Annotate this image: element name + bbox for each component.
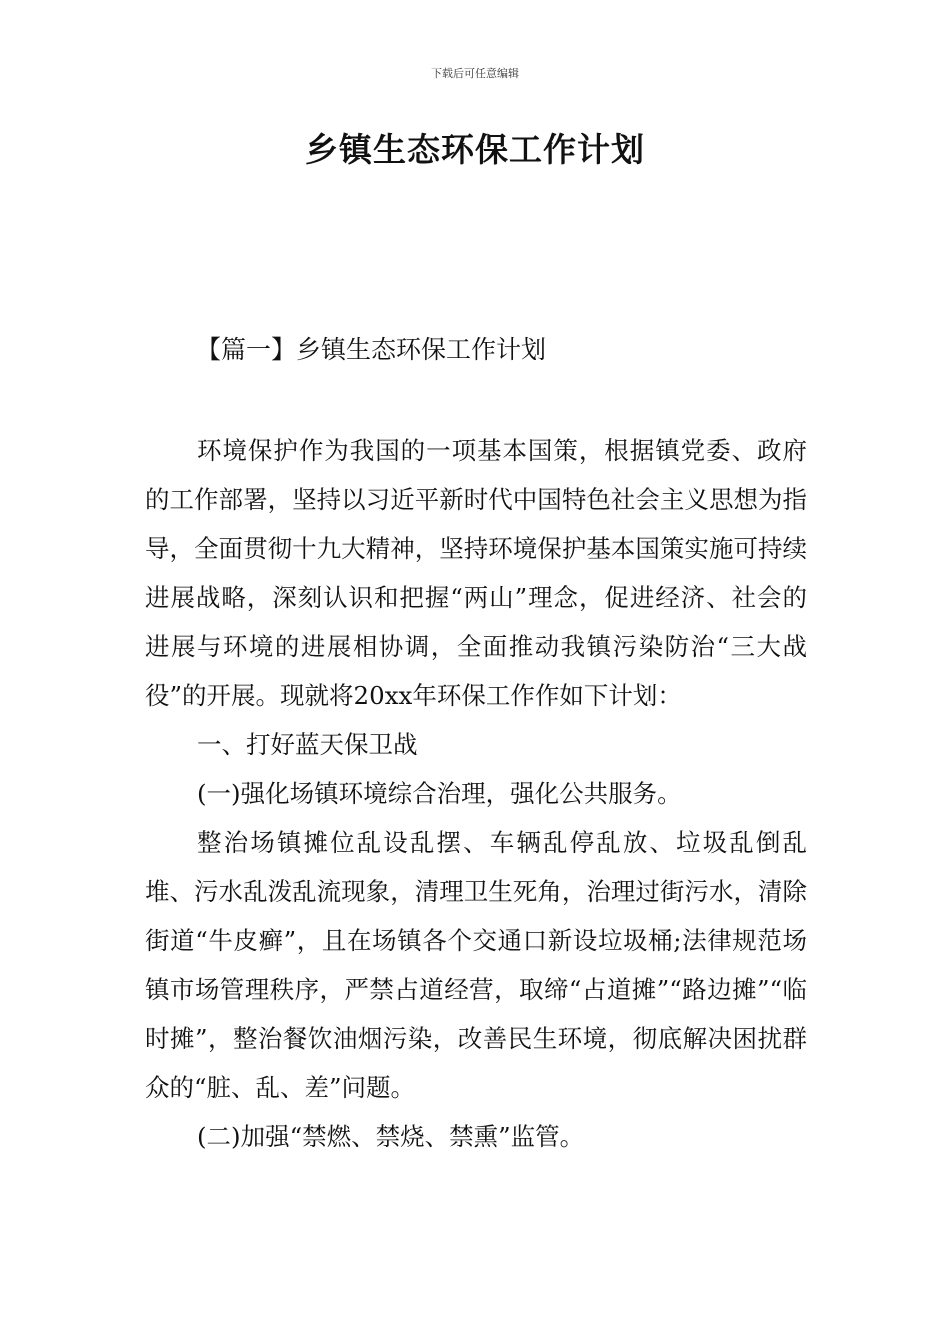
paragraph-intro: 环境保护作为我国的一项基本国策，根据镇党委、政府的工作部署，坚持以习近平新时代中国特色社会主义思想为指导，全面贯彻十九大精神，坚持环境保护基本国策实施可持续进展战略，深刻认识和把握“两山”理念，促进经济、社会的进展与环境的进展相协调，全面推动我镇污染防治“三大战役”的开展。现就将20xx年环保工作作如下计划： xyxy=(145,436,807,710)
header-note: 下载后可任意编辑 xyxy=(431,67,519,80)
body-text xyxy=(145,426,807,1161)
document-title: 乡镇生态环保工作计划 xyxy=(305,130,645,169)
paragraph-town-cleanup: 整治场镇摊位乱设乱摆、车辆乱停乱放、垃圾乱倒乱堆、污水乱泼乱流现象，清理卫生死角，治理过街污水，清除街道“牛皮癣”，且在场镇各个交通口新设垃圾桶;法律规范场镇市场管理秩序，严禁占道经营，取缔“占道摊”“路边摊”“临时摊”，整治餐饮油烟污染，改善民生环境，彻底解决困扰群众的“脏、乱、差”问题。 xyxy=(145,828,807,1102)
subheading-town-governance: (一)强化场镇环境综合治理，强化公共服务。 xyxy=(197,779,682,808)
section-title: 【篇一】乡镇生态环保工作计划 xyxy=(196,335,547,364)
subheading-burning-ban: (二)加强“禁燃、禁烧、禁熏”监管。 xyxy=(197,1122,585,1151)
heading-blue-sky: 一、打好蓝天保卫战 xyxy=(197,730,418,759)
